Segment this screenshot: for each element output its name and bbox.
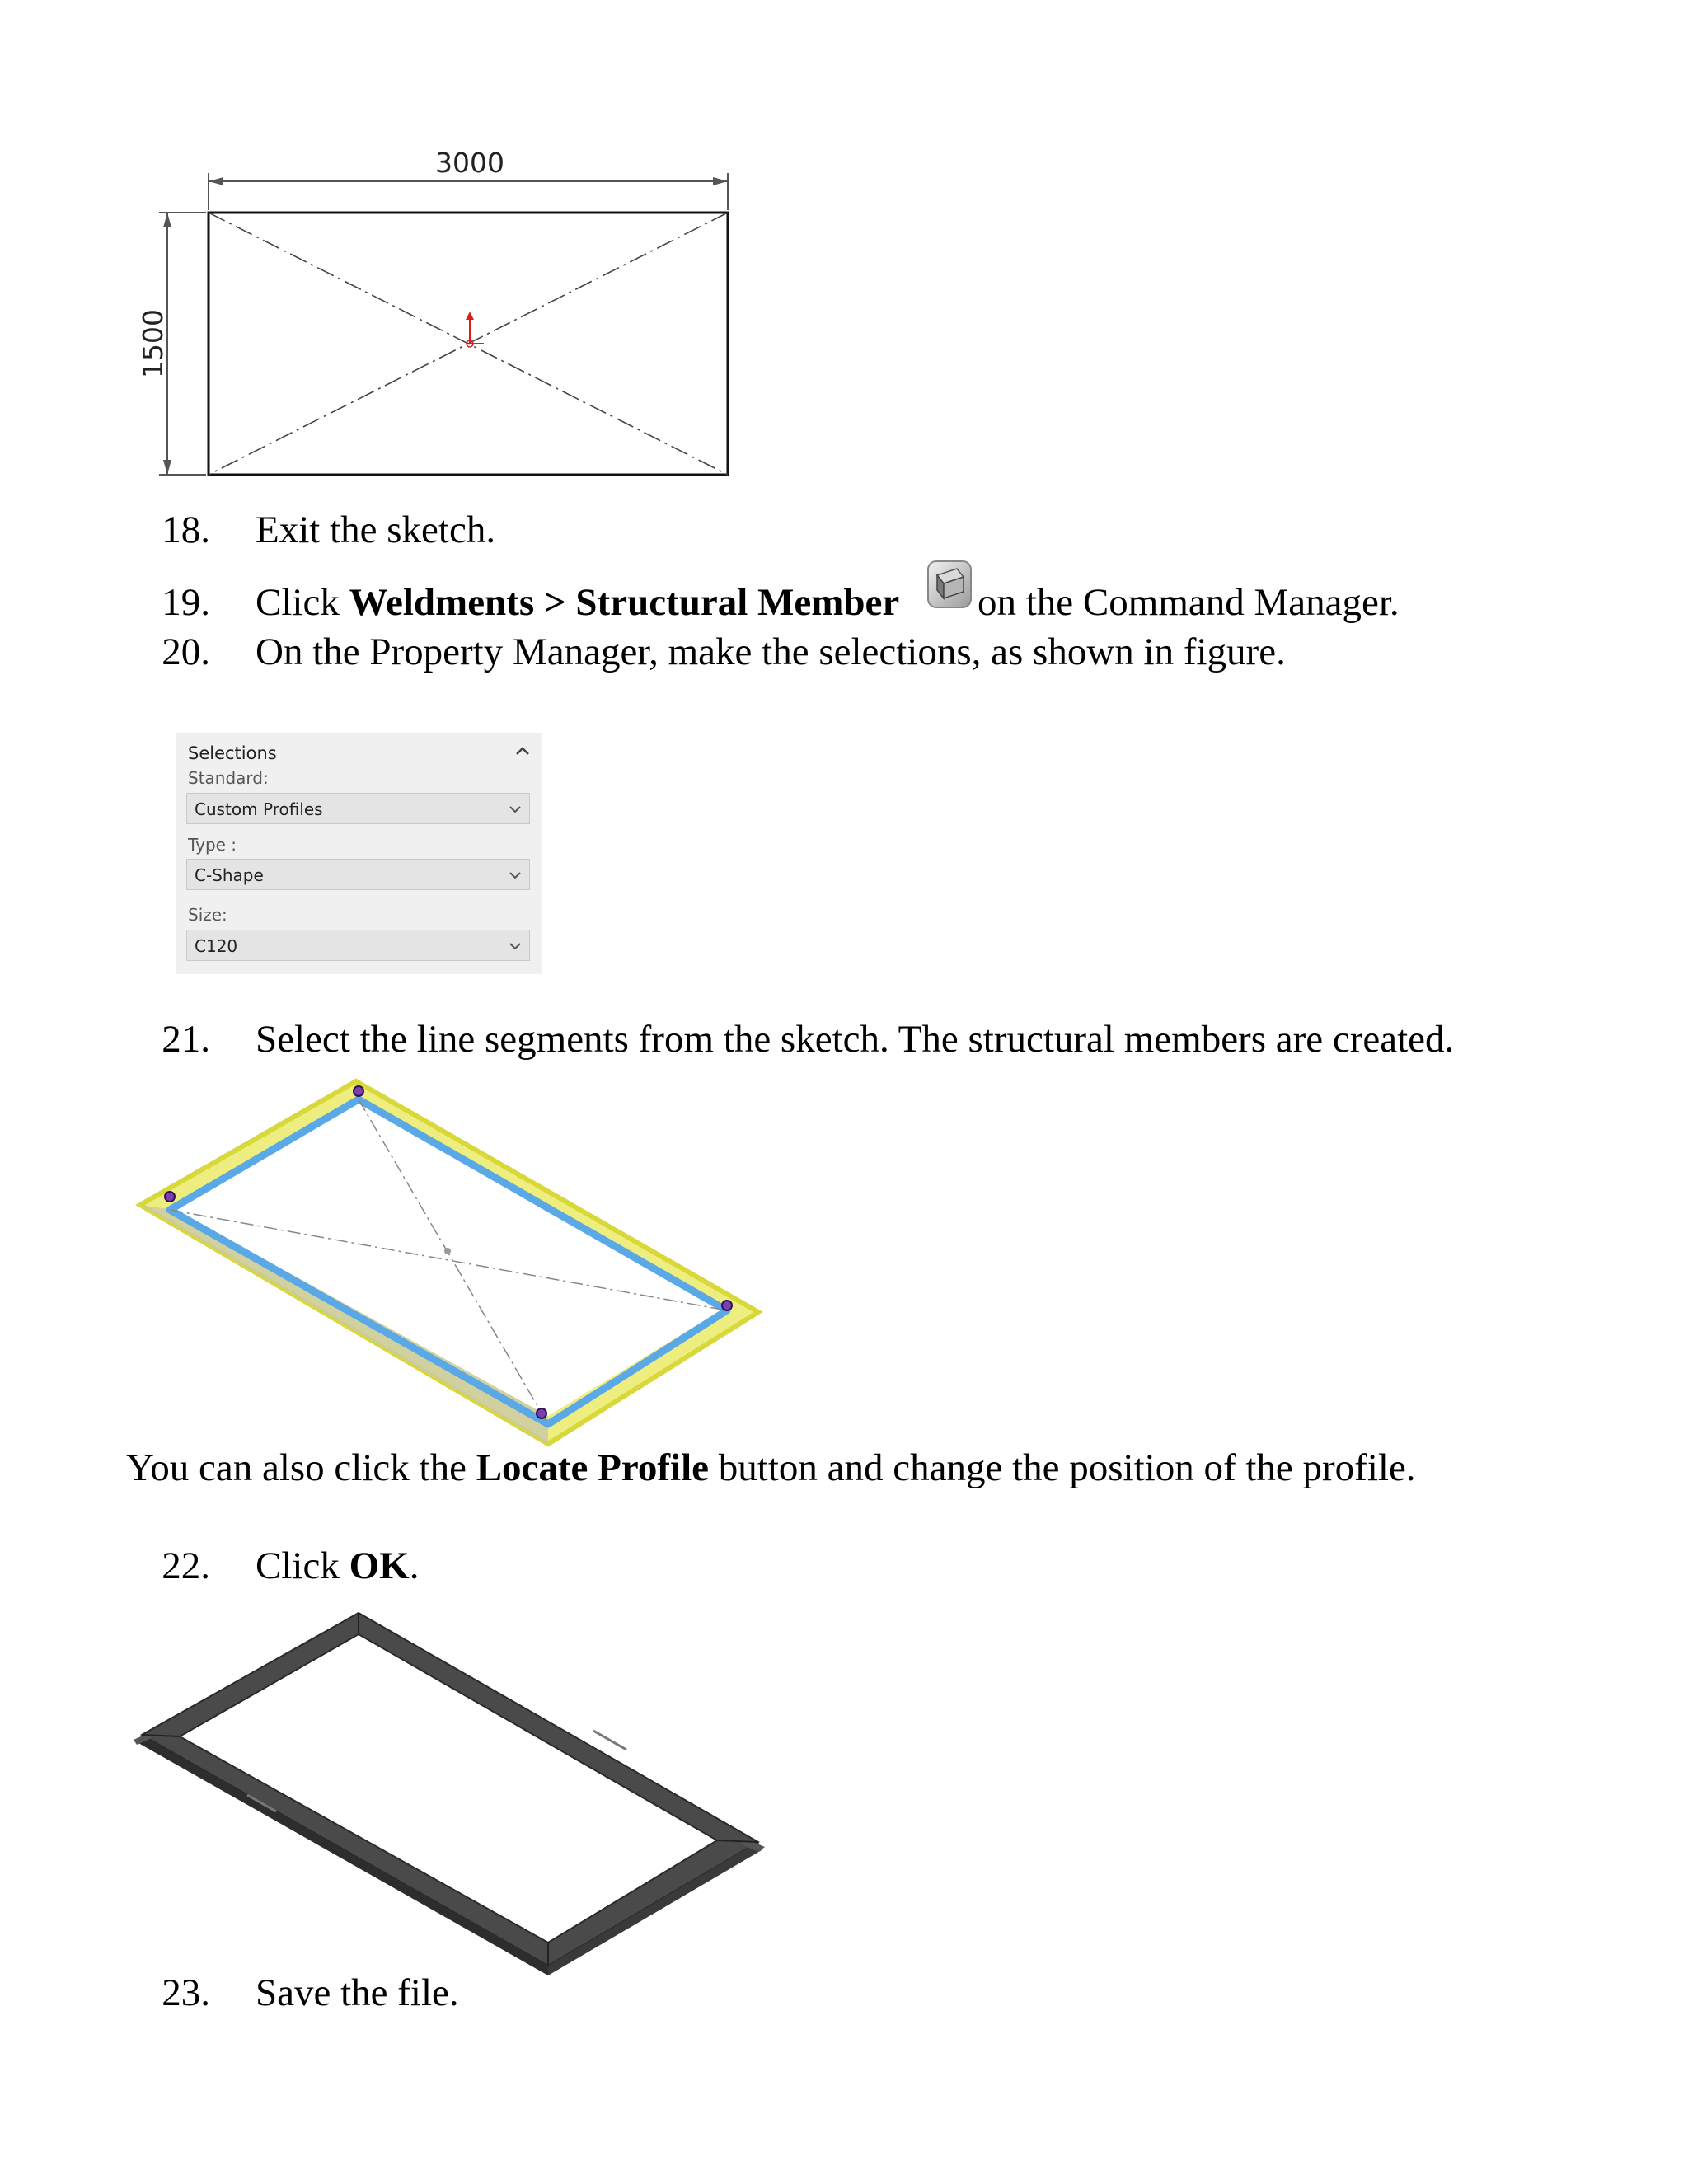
step-text: Save the file.	[256, 1971, 459, 2014]
finished-frame-preview	[132, 1603, 775, 1982]
locate-profile-term: Locate Profile	[476, 1446, 710, 1489]
chevron-down-icon	[508, 868, 523, 883]
step-19	[0, 579, 1688, 626]
step-20	[0, 629, 1688, 675]
step-18	[0, 507, 1688, 553]
standard-value: Custom Profiles	[195, 799, 323, 819]
step-22	[0, 1543, 1688, 1589]
step-text-pre: Click	[256, 1544, 349, 1587]
step-23	[0, 1970, 1688, 2016]
step-19-trailing: on the Command Manager.	[978, 581, 1400, 624]
size-label: Size:	[188, 905, 227, 925]
type-label: Type :	[188, 835, 237, 855]
step-number: 21.	[162, 1018, 210, 1061]
size-value: C120	[195, 936, 238, 956]
step-text: Exit the sketch.	[256, 509, 496, 551]
type-select[interactable]	[186, 859, 530, 890]
section-title: Selections	[188, 743, 277, 763]
dimension-vertical: 1500	[137, 309, 169, 378]
structural-member-icon	[926, 559, 973, 612]
property-manager-selections	[176, 733, 542, 974]
step-number: 19.	[162, 581, 210, 624]
note-pre: You can also click the	[126, 1446, 476, 1489]
type-value: C-Shape	[195, 865, 264, 885]
step-number: 20.	[162, 630, 210, 673]
standard-select[interactable]	[186, 793, 530, 824]
step-number: 22.	[162, 1544, 210, 1587]
step-text-post: .	[409, 1544, 420, 1587]
step-text: Select the line segments from the sketch. The structural members are created.	[256, 1018, 1455, 1061]
dimension-horizontal: 3000	[435, 147, 504, 179]
note-post: button and change the position of the profile.	[709, 1446, 1416, 1489]
step-number: 23.	[162, 1971, 210, 2014]
structural-members-preview	[132, 1071, 775, 1451]
size-select[interactable]	[186, 930, 530, 961]
step-text-pre: Click	[256, 581, 349, 624]
command-path: Weldments > Structural Member	[349, 581, 900, 624]
step-text	[256, 1543, 419, 1589]
standard-label: Standard:	[188, 768, 269, 788]
chevron-up-icon[interactable]	[513, 742, 532, 762]
step-number: 18.	[162, 509, 210, 551]
chevron-down-icon	[508, 802, 523, 817]
step-text: On the Property Manager, make the selections, as shown in figure.	[256, 630, 1286, 673]
step-21	[0, 1016, 1688, 1062]
locate-profile-note	[126, 1445, 1416, 1491]
sketch-figure	[124, 144, 758, 499]
chevron-down-icon	[508, 939, 523, 954]
ok-term: OK	[349, 1544, 410, 1587]
step-text	[256, 579, 899, 626]
